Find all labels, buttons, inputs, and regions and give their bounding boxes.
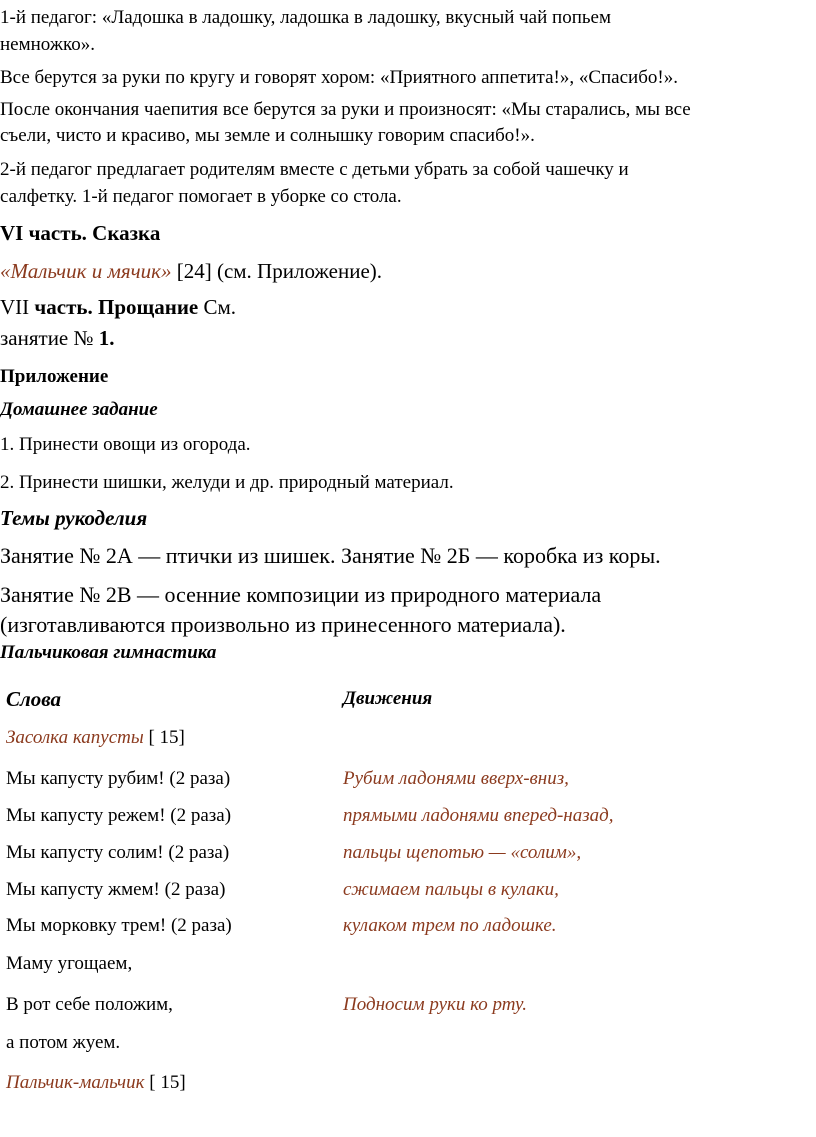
row-words-5: Мы морковку трем! (2 раза) [6, 915, 232, 936]
homework-heading: Домашнее задание [0, 399, 158, 420]
part7-line2-text: занятие № [0, 326, 99, 350]
row-moves-7: Подносим руки ко рту. [343, 994, 528, 1015]
game2-ref: [ 15] [144, 1072, 186, 1093]
game2-name: Пальчик-мальчик [6, 1072, 145, 1093]
part7-prefix: VII [0, 295, 30, 319]
row-words-6: Маму угощаем, [6, 953, 133, 974]
crafts-line3: (изготавливаются произвольно из принесенного материала). [0, 612, 566, 637]
row-words-1: Мы капусту рубим! (2 раза) [6, 768, 231, 789]
paragraph-after-tea-line1: После окончания чаепития все берутся за руки и произносят: «Мы старались, мы все [0, 99, 691, 120]
part7-title: часть. Прощание [29, 295, 199, 319]
paragraph-teacher2-line2: салфетку. 1-й педагог помогает в уборке со стола. [0, 186, 402, 207]
game1-title [6, 728, 185, 747]
row-moves-5: кулаком трем по ладошке. [343, 915, 557, 936]
crafts-line1: Занятие № 2А — птички из шишек. Занятие № 2Б — коробка из коры. [0, 543, 661, 568]
row-words-7: В рот себе положим, [6, 994, 173, 1015]
column-header-moves: Движения [343, 688, 433, 709]
crafts-heading: Темы рукоделия [0, 506, 148, 530]
paragraph-after-tea-line2: съели, чисто и красиво, мы земле и солнышку говорим спасибо!». [0, 125, 535, 146]
part7-heading-line2 [0, 328, 115, 349]
paragraph-teacher2-line1: 2-й педагог предлагает родителям вместе с детьми убрать за собой чашечку и [0, 159, 629, 180]
homework-item-2: 2. Принести шишки, желуди и др. природный материал. [0, 472, 454, 493]
homework-item-1: 1. Принести овощи из огорода. [0, 434, 251, 455]
game1-name: Засолка капусты [6, 727, 144, 748]
row-words-8: а потом жуем. [6, 1032, 121, 1053]
game1-ref: [ 15] [143, 727, 185, 748]
part7-suffix: См. [198, 295, 237, 319]
column-header-words: Слова [6, 687, 62, 711]
row-moves-4: сжимаем пальцы в кулаки, [343, 879, 559, 900]
row-moves-2: прямыми ладонями вперед-назад, [343, 805, 614, 826]
row-moves-1: Рубим ладонями вверх-вниз, [343, 768, 569, 789]
paragraph-hands-circle: Все берутся за руки по кругу и говорят хором: «Приятного аппетита!», «Спасибо!». [0, 67, 678, 88]
paragraph-teacher1-line1: 1-й педагог: «Ладошка в ладошку, ладошка в ладошку, вкусный чай попьем [0, 7, 611, 28]
crafts-line2: Занятие № 2В — осенние композиции из природного материала [0, 582, 602, 607]
row-words-4: Мы капусту жмем! (2 раза) [6, 879, 226, 900]
game2-title [6, 1073, 186, 1092]
appendix-heading: Приложение [0, 366, 109, 387]
tale-line [0, 261, 382, 282]
tale-name: «Мальчик и мячик» [0, 259, 172, 283]
part7-heading-line1 [0, 297, 236, 318]
gymnastics-heading: Пальчиковая гимнастика [0, 642, 217, 663]
part7-line2-num: 1. [98, 326, 115, 350]
tale-ref: [24] (см. Приложение). [171, 259, 383, 283]
row-words-2: Мы капусту режем! (2 раза) [6, 805, 232, 826]
part6-heading: VI часть. Сказка [0, 221, 161, 245]
row-moves-3: пальцы щепотью — «солим», [343, 842, 582, 863]
row-words-3: Мы капусту солим! (2 раза) [6, 842, 230, 863]
paragraph-teacher1-line2: немножко». [0, 34, 95, 55]
